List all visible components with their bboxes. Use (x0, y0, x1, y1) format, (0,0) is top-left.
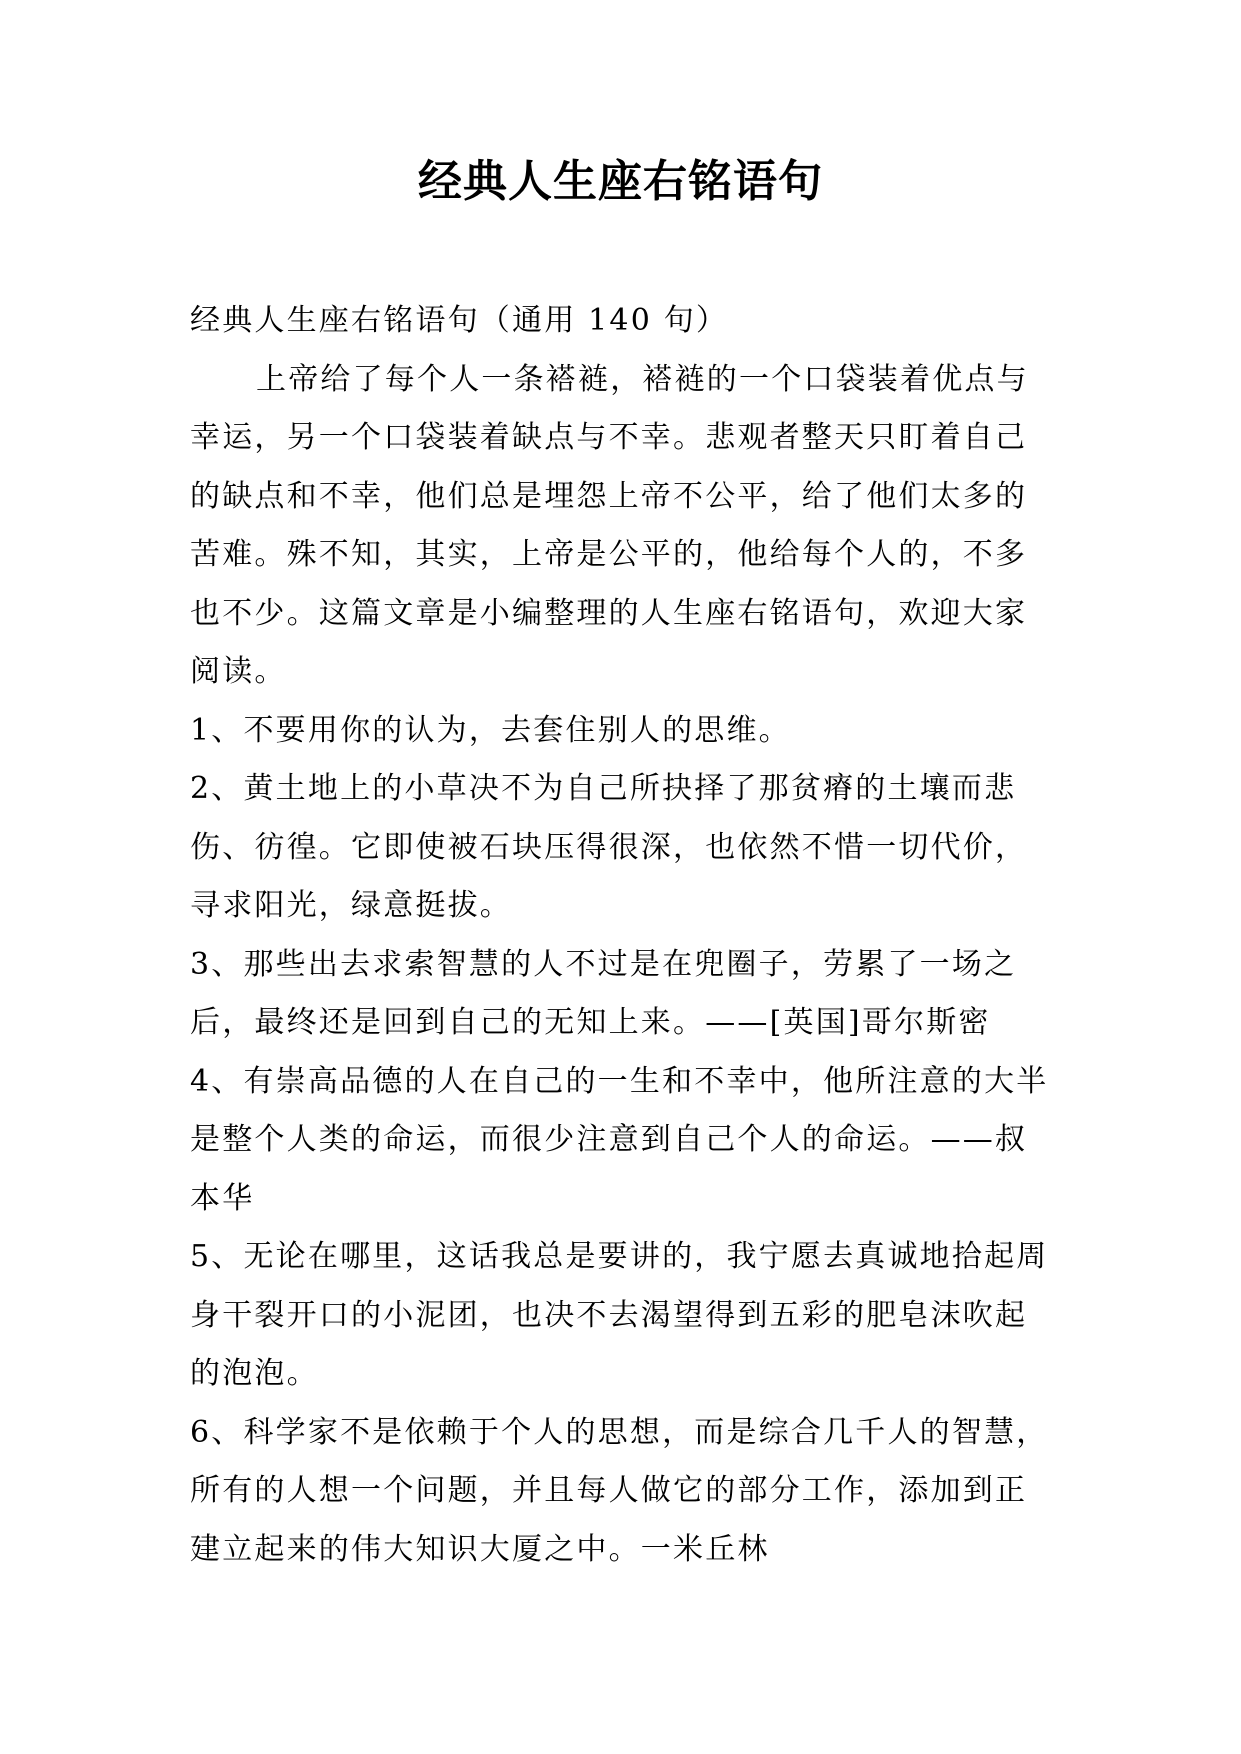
quote-item-6: 6、科学家不是依赖于个人的思想，而是综合几千人的智慧，所有的人想一个问题，并且每人做它的部分工作，添加到正建立起来的伟大知识大厦之中。一米丘林 (190, 1414, 1049, 1567)
quote-item-3: 3、那些出去求索智慧的人不过是在兜圈子，劳累了一场之后，最终还是回到自己的无知上来。——[英国]哥尔斯密 (190, 946, 1017, 1040)
document-body (190, 292, 1056, 1579)
document-title: 经典人生座右铭语句 (418, 156, 823, 207)
quote-item-1: 1、不要用你的认为，去套住别人的思维。 (190, 712, 791, 748)
intro-paragraph: 上帝给了每个人一条褡裢，褡裢的一个口袋装着优点与幸运，另一个口袋装着缺点与不幸。悲观者整天只盯着自己的缺点和不幸，他们总是埋怨上帝不公平，给了他们太多的苦难。殊不知，其实，上帝是公平的，他给每个人的，不多也不少。这篇文章是小编整理的人生座右铭语句，欢迎大家阅读。 (190, 361, 1029, 689)
quote-item-4: 4、有崇高品德的人在自己的一生和不幸中，他所注意的大半是整个人类的命运，而很少注意到自己个人的命运。——叔本华 (190, 1063, 1049, 1216)
quote-item-2: 2、黄土地上的小草决不为自己所抉择了那贫瘠的土壤而悲伤、彷徨。它即使被石块压得很深，也依然不惜一切代价，寻求阳光，绿意挺拔。 (190, 771, 1028, 923)
document-subtitle: 经典人生座右铭语句（通用 140 句） (190, 303, 729, 338)
quote-item-5: 5、无论在哪里，这话我总是要讲的，我宁愿去真诚地拾起周身干裂开口的小泥团，也决不去渴望得到五彩的肥皂沫吹起的泡泡。 (190, 1239, 1049, 1391)
